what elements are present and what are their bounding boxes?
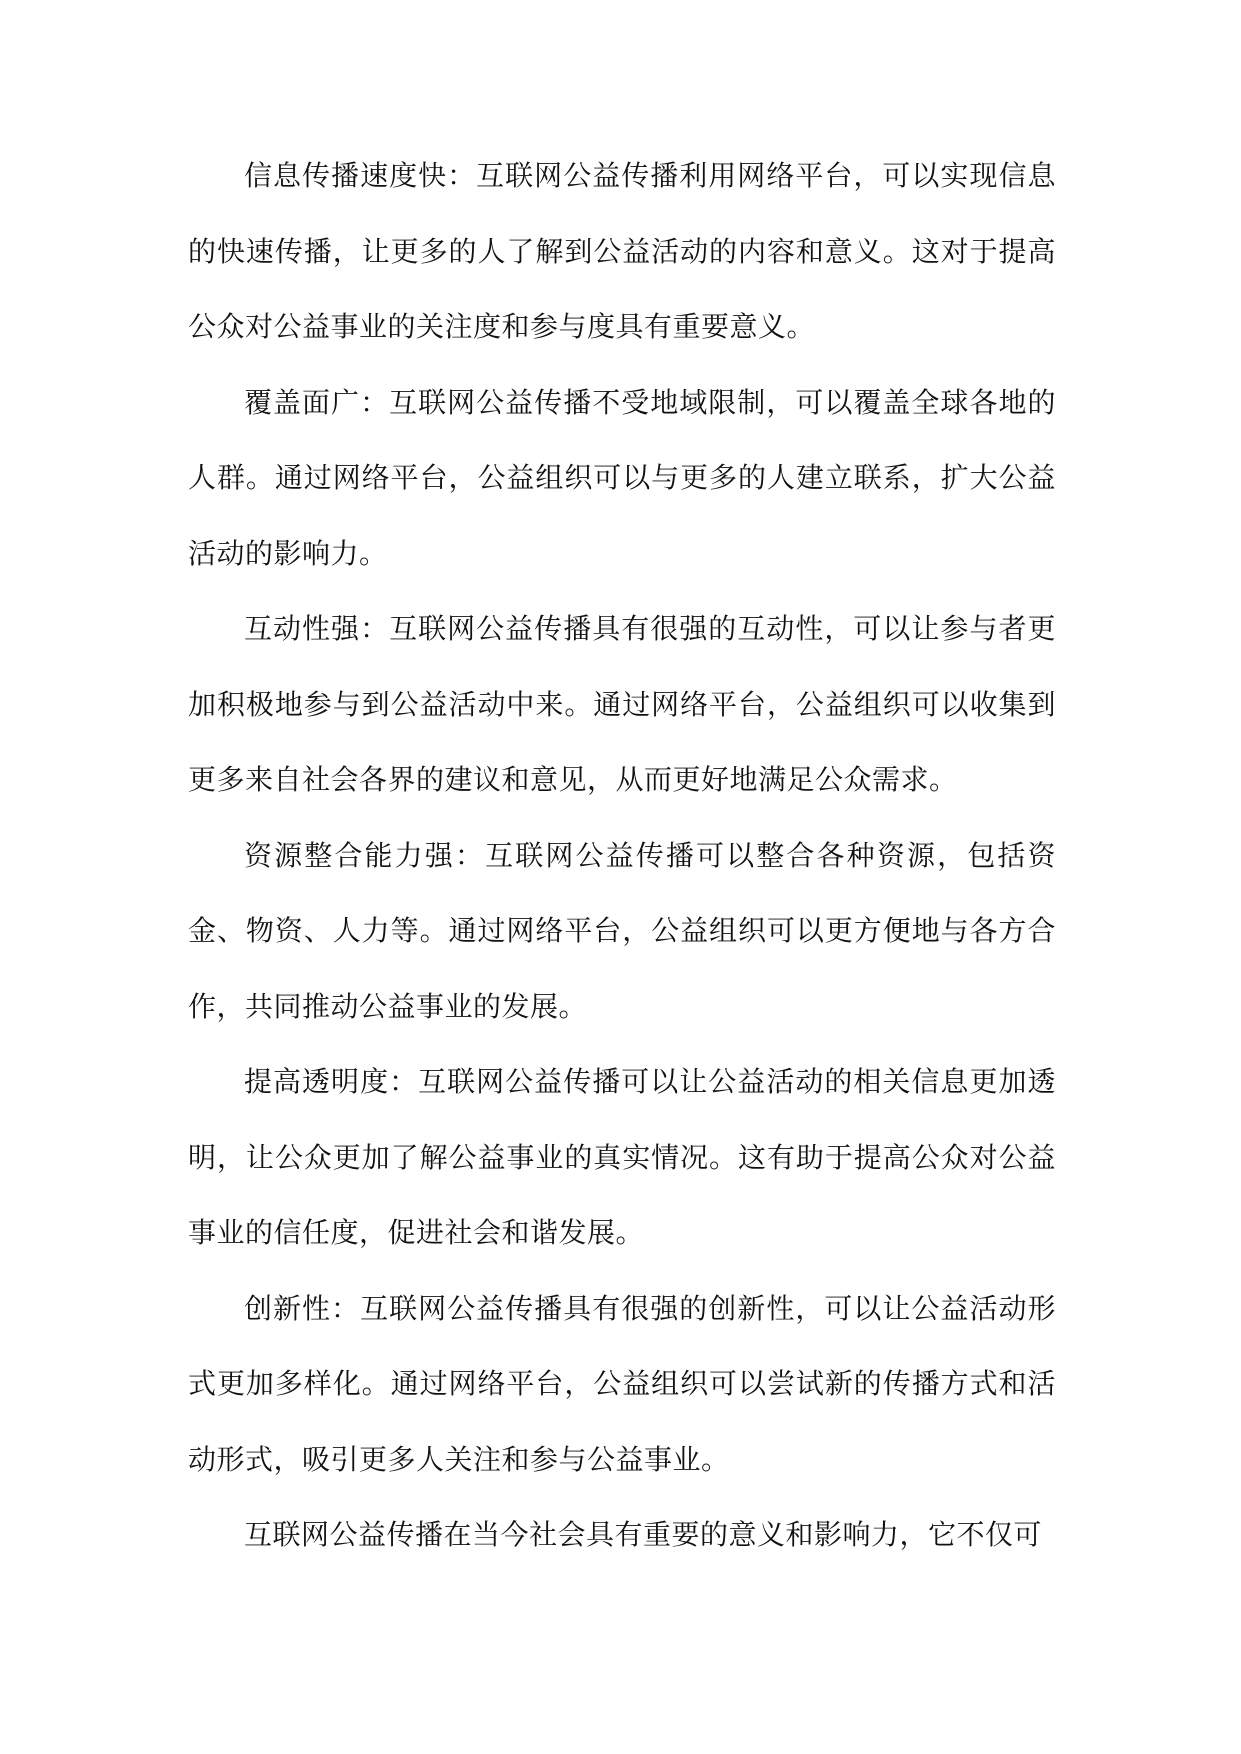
paragraph-coverage: 覆盖面广：互联网公益传播不受地域限制，可以覆盖全球各地的人群。通过网络平台，公益组织可以与更多的人建立联系，扩大公益活动的影响力。 [188, 385, 1056, 570]
paragraph-interactivity: 互动性强：互联网公益传播具有很强的互动性，可以让参与者更加积极地参与到公益活动中来。通过网络平台，公益组织可以收集到更多来自社会各界的建议和意见，从而更好地满足公众需求。 [188, 612, 1056, 796]
document-body [188, 138, 1056, 1573]
paragraph-speed: 信息传播速度快：互联网公益传播利用网络平台，可以实现信息的快速传播，让更多的人了解到公益活动的内容和意义。这对于提高公众对公益事业的关注度和参与度具有重要意义。 [188, 159, 1056, 343]
paragraph-conclusion: 互联网公益传播在当今社会具有重要的意义和影响力，它不仅可 [244, 1518, 1043, 1551]
paragraph-innovation: 创新性：互联网公益传播具有很强的创新性，可以让公益活动形式更加多样化。通过网络平台，公益组织可以尝试新的传播方式和活动形式，吸引更多人关注和参与公益事业。 [188, 1291, 1056, 1476]
paragraph-transparency: 提高透明度：互联网公益传播可以让公益活动的相关信息更加透明，让公众更加了解公益事业的真实情况。这有助于提高公众对公益事业的信任度，促进社会和谐发展。 [188, 1065, 1056, 1249]
paragraph-resource-integration: 资源整合能力强：互联网公益传播可以整合各种资源，包括资金、物资、人力等。通过网络平台，公益组织可以更方便地与各方合作，共同推动公益事业的发展。 [188, 838, 1056, 1023]
